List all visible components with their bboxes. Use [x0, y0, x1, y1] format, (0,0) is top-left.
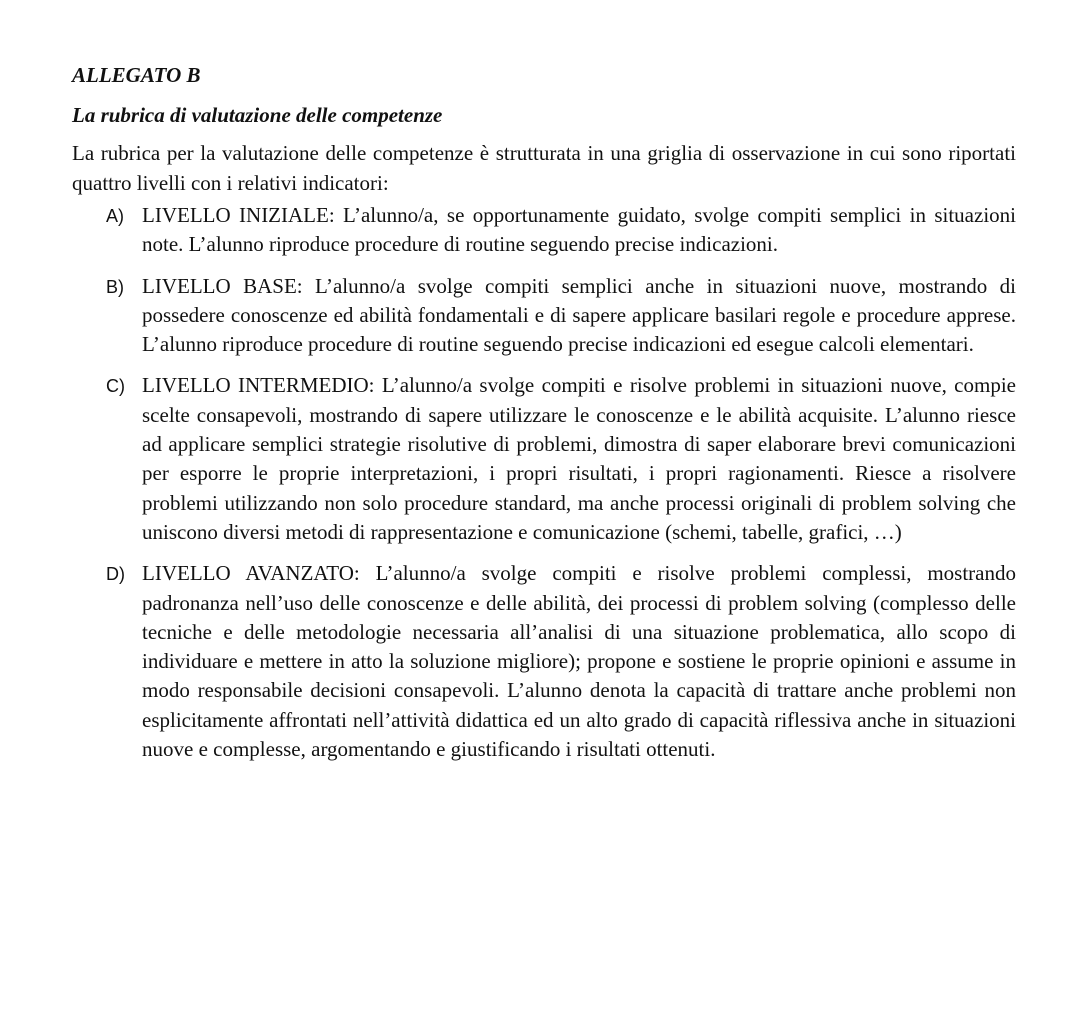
list-marker: B) — [106, 276, 124, 297]
level-description: LIVELLO INTERMEDIO: L’alunno/a svolge compiti e risolve problemi in situazioni nuove, compie scelte consapevoli, mostrando di sapere utilizzare le conoscenze e le abilità acquisite. L’alunno riesce ad applicare semplici strategie risolutive di problemi, dimostra di saper elaborare brevi comunicazioni per esporre le proprie interpretazioni, i propri risultati, i propri ragionamenti. Riesce a risolvere problemi utilizzando non solo procedure standard, ma anche processi originali di problem solving che uniscono diversi metodi di rappresentazione e comunicazione (schemi, tabelle, grafici, …) — [142, 373, 1016, 544]
level-item-c — [72, 371, 1016, 547]
level-description: LIVELLO BASE: L’alunno/a svolge compiti semplici anche in situazioni nuove, mostrando di possedere conoscenze ed abilità fondamentali e di sapere applicare basilari regole e procedure apprese. L’alunno riproduce procedure di routine seguendo precise indicazioni ed esegue calcoli elementari. — [142, 273, 1016, 357]
intro-paragraph: La rubrica per la valutazione delle competenze è strutturata in una griglia di osservazione in cui sono riportati quattro livelli con i relativi indicatori: — [72, 141, 1016, 195]
document-page — [72, 60, 1016, 776]
level-item-a — [72, 201, 1016, 260]
level-description: LIVELLO AVANZATO: L’alunno/a svolge compiti e risolve problemi complessi, mostrando padronanza nell’uso delle conoscenze e delle abilità, dei processi di problem solving (complesso delle tecniche e delle metodologie necessaria all’analisi di una situazione problematica, allo scopo di individuare e mettere in atto la soluzione migliore); propone e sostiene le proprie opinioni e assume in modo responsabile decisioni consapevoli. L’alunno denota la capacità di trattare anche problemi non esplicitamente affrontati nell’attività didattica ed un alto grado di capacità riflessiva anche in situazioni nuove e complesse, argomentando e giustificando i risultati ottenuti. — [142, 561, 1016, 762]
list-marker: A) — [106, 206, 124, 226]
list-marker: C) — [106, 376, 125, 397]
list-marker: D) — [106, 564, 125, 585]
level-item-b — [72, 272, 1016, 360]
levels-list — [72, 201, 1016, 764]
level-description: LIVELLO INIZIALE: L’alunno/a, se opportunamente guidato, svolge compiti semplici in situazioni note. L’alunno riproduce procedure di routine seguendo precise indicazioni. — [142, 203, 1016, 257]
document-subtitle: La rubrica di valutazione delle competenze — [72, 103, 443, 127]
level-item-d — [72, 559, 1016, 764]
document-title: ALLEGATO B — [72, 63, 201, 87]
